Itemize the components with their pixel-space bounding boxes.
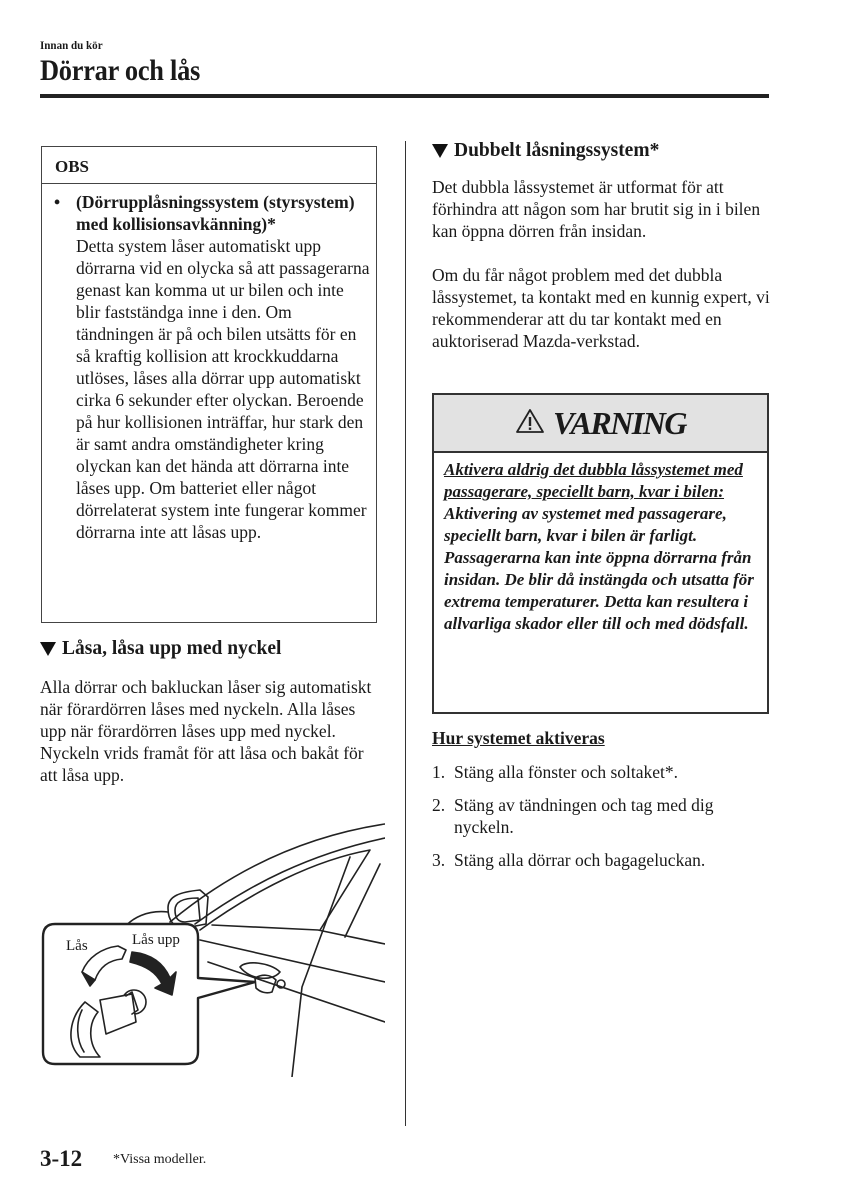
triangle-down-icon bbox=[40, 642, 56, 656]
step-number: 1. bbox=[432, 762, 446, 782]
page-number: 3-12 bbox=[40, 1146, 83, 1171]
section-label: Innan du kör bbox=[40, 38, 103, 52]
warning-title: VARNING bbox=[553, 404, 686, 441]
howto-heading: Hur systemet aktiveras bbox=[432, 728, 605, 748]
step-number: 2. bbox=[432, 795, 446, 815]
obs-note-box bbox=[41, 146, 377, 623]
step-number: 3. bbox=[432, 850, 446, 870]
lock-with-key-text bbox=[40, 676, 380, 786]
lock-with-key-heading-text: Låsa, låsa upp med nyckel bbox=[62, 638, 282, 659]
unlock-label: Lås upp bbox=[132, 932, 180, 948]
obs-item-title: (Dörrupplåsningssystem (styrsystem) med kollisionsavkänning)* bbox=[76, 192, 355, 234]
obs-item-text: Detta system låser automatiskt upp dörrarna vid en olycka så att passagerarna genast kan komma ut ur bilen och inte blir fastständga inne i den. Om tändningen är på och bilen utsätts för en så kraftig kollision att krockkuddarna utlöses, låses alla dörrar upp automatiskt cirka 6 sekunder efter olyckan. Beroende på hur kollisionen inträffar, hur stark den är samt andra omständigheter kring olyckan kan det hända att dörrarna inte låses upp. Om batteriet eller något dörrelaterat system inte fungerar kommer dörrarna inte att låsas upp. bbox=[76, 236, 370, 542]
footnote: *Vissa modeller. bbox=[113, 1152, 207, 1167]
step-text: Stäng alla fönster och soltaket*. bbox=[454, 762, 679, 782]
step-text: Stäng av tändningen och tag med dig nyckeln. bbox=[454, 795, 714, 837]
triangle-down-icon bbox=[432, 144, 448, 158]
double-lock-paragraph-1: Det dubbla låssystemet är utformat för att förhindra att någon som har brutit sig in i bilen kan öppna dörren från insidan. bbox=[432, 177, 761, 241]
step-text: Stäng alla dörrar och bagageluckan. bbox=[454, 850, 706, 870]
bullet-icon: • bbox=[54, 192, 61, 212]
lock-label: Lås bbox=[66, 938, 88, 954]
obs-header: OBS bbox=[42, 147, 376, 184]
column-divider bbox=[405, 141, 406, 1126]
warning-triangle-icon bbox=[515, 408, 545, 439]
warning-header bbox=[434, 395, 767, 453]
lock-with-key-paragraph2: Nyckeln vrids framåt för att låsa och bakåt för att låsa upp. bbox=[40, 743, 364, 785]
obs-body bbox=[42, 184, 376, 543]
warning-box bbox=[432, 393, 769, 714]
step-item bbox=[432, 794, 777, 838]
double-lock-heading bbox=[432, 140, 659, 162]
obs-content bbox=[76, 191, 370, 543]
warning-body-text: Aktivering av systemet med passagerare, speciellt barn, kvar i bilen är farligt. Passagerarna kan inte öppna dörrarna från insidan. De blir då instängda och utsatta för extrema temperaturer. Detta kan resultera i allvarliga skador eller till och med dödsfall. bbox=[444, 504, 754, 633]
lock-with-key-paragraph: Alla dörrar och bakluckan låser sig automatiskt när förardörren låses med nyckeln. Alla låses upp när förardörren låses upp med nyckel. bbox=[40, 677, 372, 741]
warning-underlined-text: Aktivera aldrig det dubbla låssystemet med passagerare, speciellt barn, kvar i bilen: bbox=[444, 460, 743, 501]
step-item bbox=[432, 761, 777, 783]
page-title: Dörrar och lås bbox=[40, 54, 201, 87]
key-lock-illustration bbox=[40, 812, 385, 1077]
warning-body bbox=[434, 453, 767, 635]
howto-steps bbox=[432, 761, 777, 882]
double-lock-heading-text: Dubbelt låsningssystem* bbox=[454, 140, 660, 161]
step-item bbox=[432, 849, 777, 871]
lock-with-key-heading bbox=[40, 638, 281, 660]
title-rule bbox=[40, 94, 769, 98]
double-lock-paragraph-2: Om du får något problem med det dubbla låssystemet, ta kontakt med en kunnig expert, vi rekommenderar att du tar kontakt med en auktoriserad Mazda-verkstad. bbox=[432, 265, 770, 351]
